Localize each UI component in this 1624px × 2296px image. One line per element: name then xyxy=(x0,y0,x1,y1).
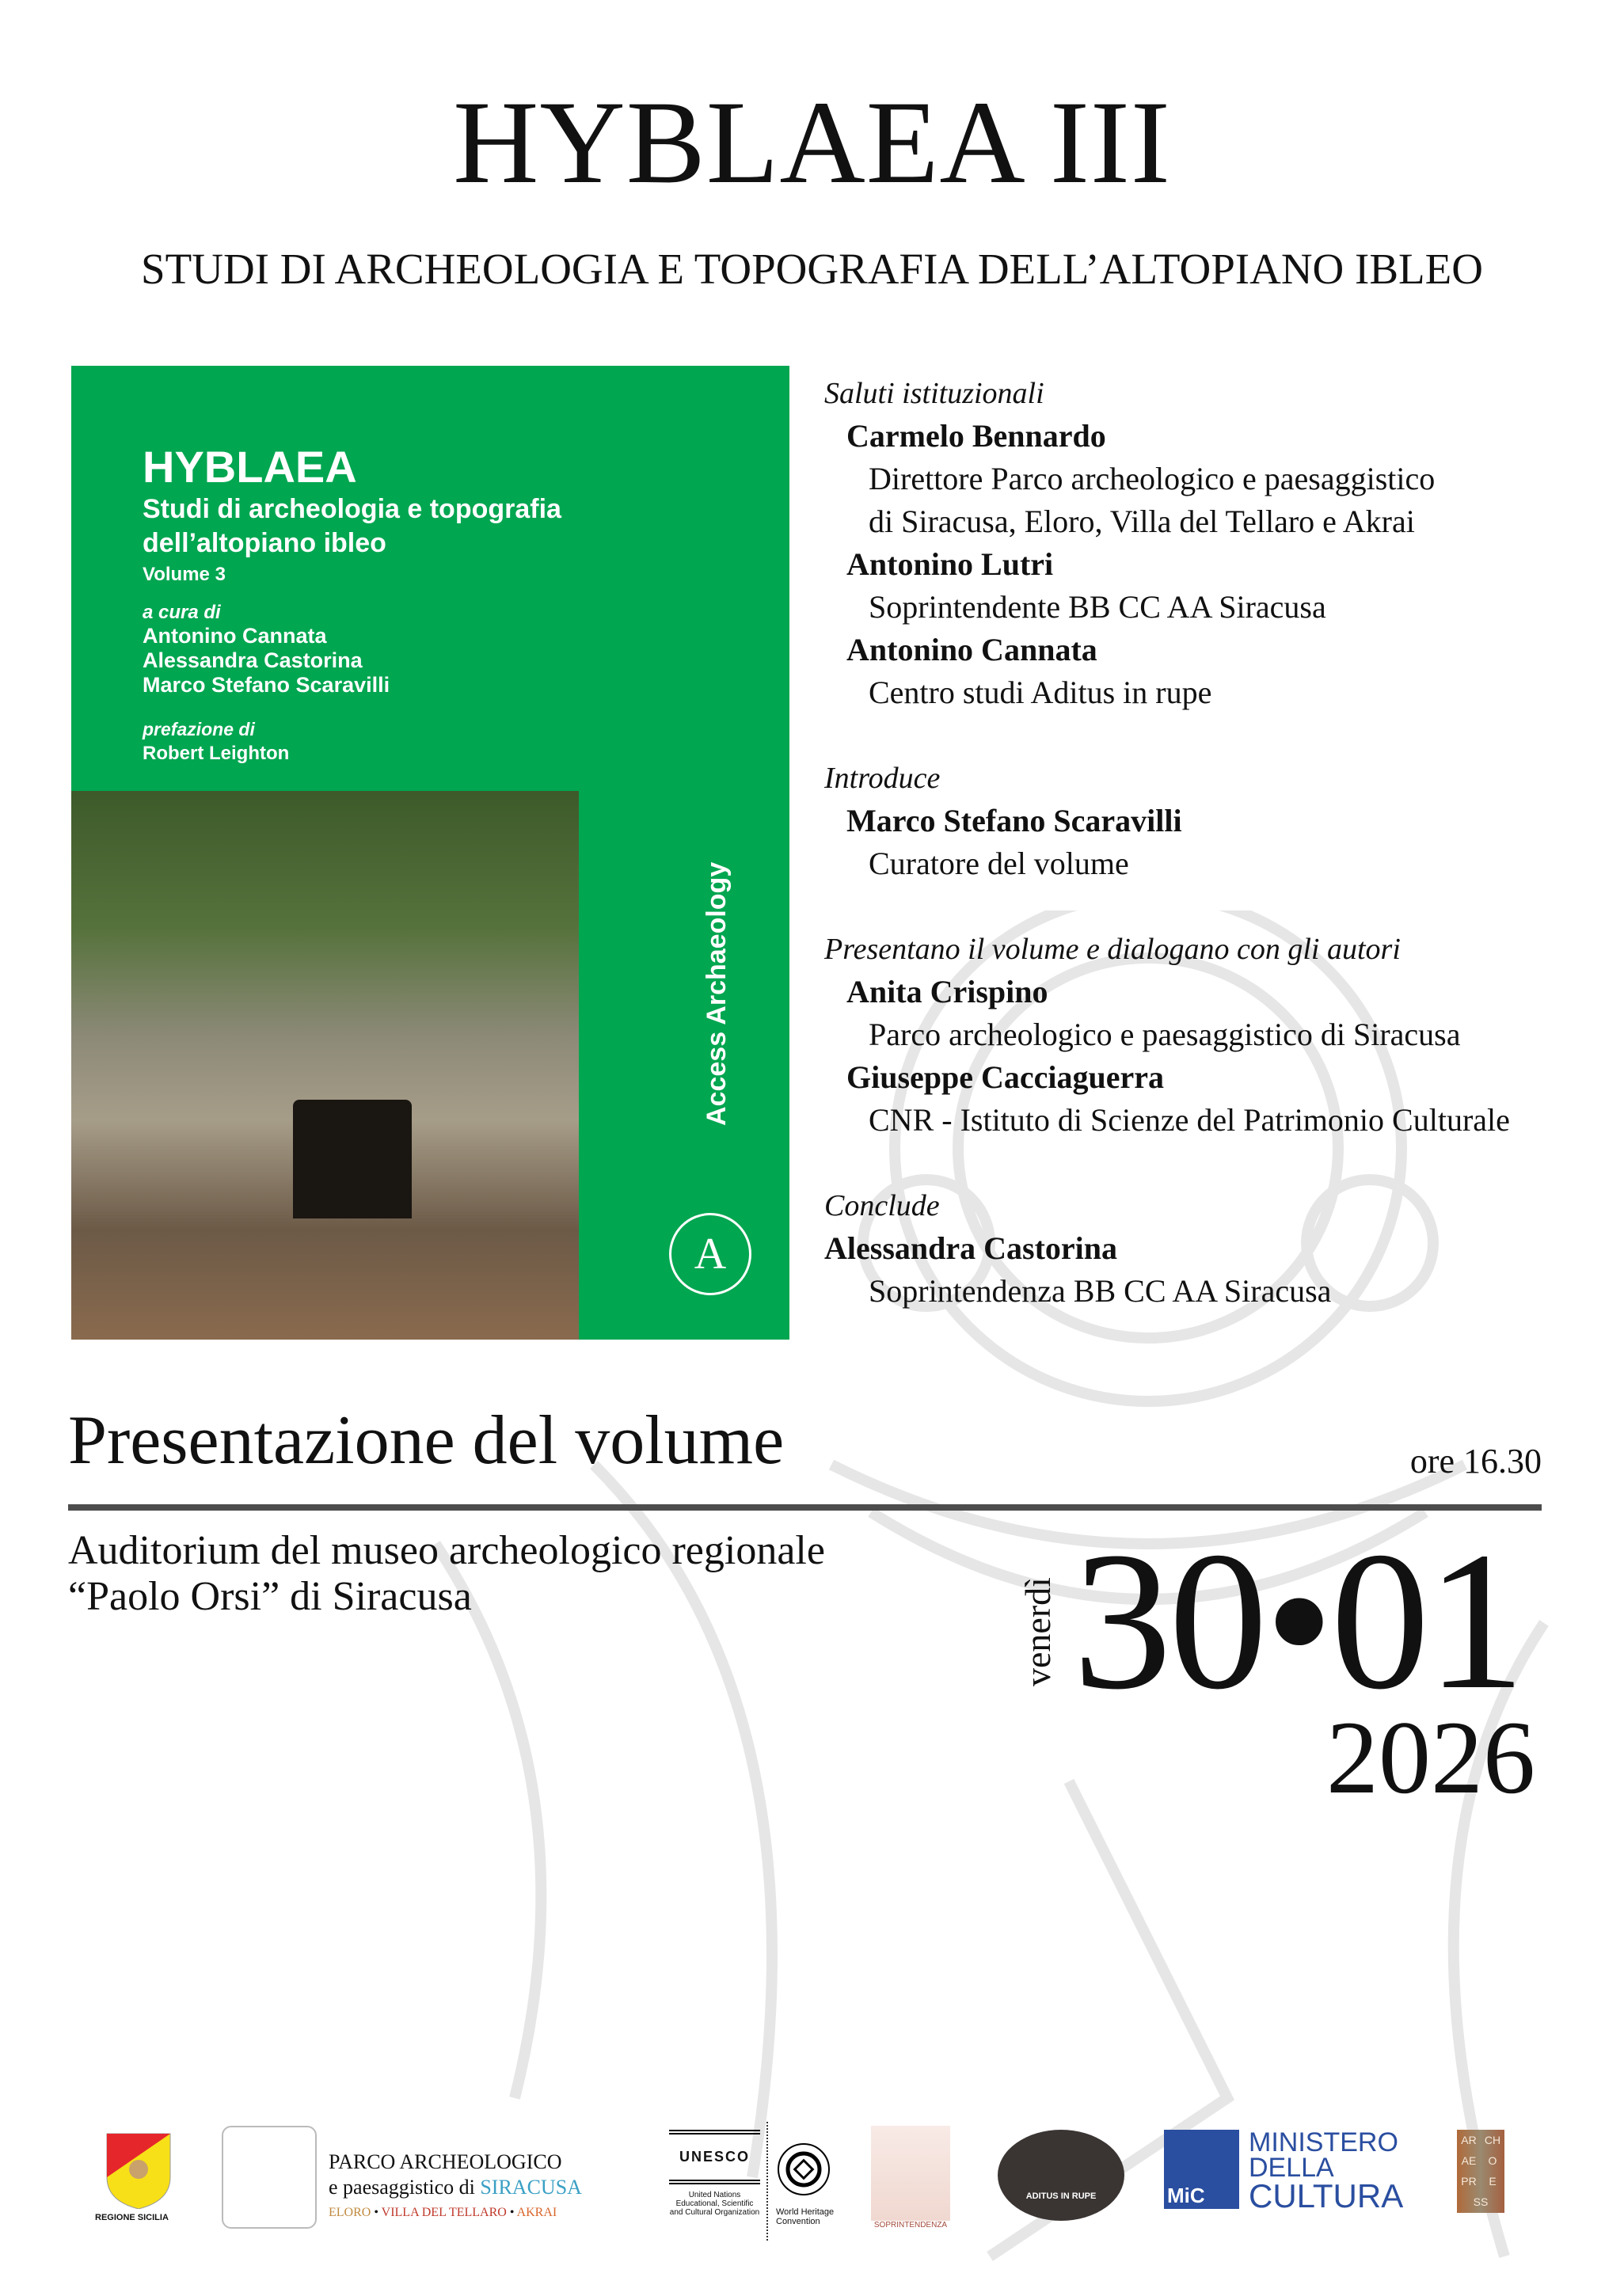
section-label: Conclude xyxy=(824,1189,940,1222)
parco-name: PARCO ARCHEOLOGICO xyxy=(329,2150,562,2173)
speaker-name: Giuseppe Cacciaguerra xyxy=(846,1059,1165,1095)
divider xyxy=(766,2122,768,2241)
unesco-text: United Nations Educational, Scientific and Cultural Organization xyxy=(669,2191,760,2217)
event-venue xyxy=(68,1528,825,1620)
cover-editor: Marco Stefano Scaravilli xyxy=(143,673,390,697)
ministero-line: CULTURA xyxy=(1249,2177,1404,2214)
cover-editor: Alessandra Castorina xyxy=(143,648,363,672)
ministero-text xyxy=(1249,2127,1404,2214)
regione-sicilia-logo xyxy=(95,2130,174,2222)
event-year: 2026 xyxy=(1326,1699,1535,1815)
partner-logos xyxy=(79,2106,1544,2248)
ministero-line: DELLA xyxy=(1249,2153,1334,2183)
cover-subtitle-line: dell’altopiano ibleo xyxy=(143,528,386,558)
book-cover xyxy=(71,366,789,1340)
parco-text: e paesaggistico di xyxy=(329,2176,481,2199)
parco-sites xyxy=(329,2200,582,2226)
event-heading: Presentazione del volume xyxy=(68,1402,785,1479)
site-eloro: ELORO xyxy=(329,2206,371,2219)
cover-editor: Antonino Cannata xyxy=(143,624,327,648)
section-label: Saluti istituzionali xyxy=(824,377,1044,410)
archaeopress-logo xyxy=(1457,2130,1504,2213)
aditus-in-rupe-logo: ADITUS IN RUPE xyxy=(998,2130,1124,2221)
page-title: HYBLAEA III xyxy=(453,77,1171,208)
separator: • xyxy=(371,2206,382,2219)
speaker-role: CNR - Istituto di Scienze del Patrimonio Culturale xyxy=(869,1102,1510,1138)
trinacria-shield-icon xyxy=(103,2130,174,2209)
speaker-name: Marco Stefano Scaravilli xyxy=(846,803,1182,838)
unesco-temple-icon: UNESCO xyxy=(669,2130,760,2184)
cover-edited-by: a cura di xyxy=(143,602,221,623)
parco-line-2 xyxy=(329,2175,582,2200)
archaeopress-tile: E xyxy=(1489,2175,1497,2188)
archaeopress-tile: AE xyxy=(1461,2154,1477,2167)
cover-editors xyxy=(143,624,390,698)
venue-line: “Paolo Orsi” di Siracusa xyxy=(68,1574,472,1619)
event-time: ore 16.30 xyxy=(1409,1442,1542,1481)
soprintendenza-logo xyxy=(871,2126,950,2245)
unesco-logo xyxy=(669,2130,760,2217)
speaker-role: Centro studi Aditus in rupe xyxy=(869,675,1212,710)
speaker-role: Curatore del volume xyxy=(869,846,1129,881)
speaker-role: di Siracusa, Eloro, Villa del Tellaro e Akrai xyxy=(869,504,1415,539)
ministero-line: MINISTERO xyxy=(1249,2127,1398,2157)
speaker-name: Antonino Lutri xyxy=(846,546,1054,582)
archaeopress-tile: PR xyxy=(1461,2175,1477,2188)
cover-preface-author: Robert Leighton xyxy=(143,743,290,764)
parco-city: SIRACUSA xyxy=(480,2176,582,2199)
cover-subtitle xyxy=(143,492,561,561)
page-subtitle: STUDI DI ARCHEOLOGIA E TOPOGRAFIA DELL’ALTOPIANO IBLEO xyxy=(141,245,1483,293)
parco-mask-icon xyxy=(222,2126,317,2229)
cover-series-name: Access Archaeology xyxy=(702,861,732,1126)
archaeopress-tile: O xyxy=(1488,2154,1497,2167)
world-heritage-emblem-icon xyxy=(776,2134,831,2205)
spacer xyxy=(824,885,1616,928)
speaker-name: Carmelo Bennardo xyxy=(846,418,1106,454)
cover-photo-rock-tomb xyxy=(71,791,579,1340)
site-tellaro: VILLA DEL TELLARO xyxy=(381,2206,507,2219)
spacer xyxy=(824,714,1616,757)
speaker-role: Parco archeologico e paesaggistico di Siracusa xyxy=(869,1017,1461,1052)
ministero-cultura-logo xyxy=(1164,2127,1404,2214)
parco-archeologico-logo xyxy=(329,2150,582,2226)
separator: • xyxy=(506,2206,517,2219)
section-label: Introduce xyxy=(824,762,941,795)
program-list xyxy=(824,372,1616,1313)
spacer xyxy=(824,1142,1616,1184)
section-label: Presentano il volume e dialogano con gli autori xyxy=(824,933,1401,966)
world-heritage-logo xyxy=(776,2134,839,2226)
soprintendenza-text: SOPRINTENDENZA xyxy=(873,2221,948,2229)
soprintendenza-figure-icon xyxy=(871,2126,950,2221)
speaker-role: Soprintendenza BB CC AA Siracusa xyxy=(869,1273,1332,1309)
whc-text: World Heritage Convention xyxy=(776,2207,835,2226)
speaker-role: Soprintendente BB CC AA Siracusa xyxy=(869,589,1326,625)
cover-preface-label: prefazione di xyxy=(143,719,255,739)
cave-opening xyxy=(293,1100,412,1218)
archaeopress-tile: CH xyxy=(1484,2134,1501,2146)
archaeopress-seal-icon: A xyxy=(669,1213,751,1295)
archaeopress-tile: AR xyxy=(1461,2134,1477,2146)
venue-line: Auditorium del museo archeologico regionale xyxy=(68,1528,825,1573)
event-weekday: venerdì xyxy=(1017,1577,1058,1686)
site-akrai: AKRAI xyxy=(516,2206,557,2219)
divider xyxy=(68,1504,1542,1511)
regione-label: REGIONE SICILIA xyxy=(95,2213,169,2222)
speaker-name: Alessandra Castorina xyxy=(824,1230,1118,1266)
cover-subtitle-line: Studi di archeologia e topografia xyxy=(143,494,561,524)
event-date: 30•01 xyxy=(1073,1511,1523,1731)
speaker-name: Antonino Cannata xyxy=(846,632,1097,667)
speaker-role: Direttore Parco archeologico e paesaggistico xyxy=(869,461,1436,496)
cover-title: HYBLAEA xyxy=(143,442,357,492)
speaker-name: Anita Crispino xyxy=(846,974,1048,1009)
mic-icon: MiC xyxy=(1164,2130,1239,2209)
cover-volume: Volume 3 xyxy=(143,564,226,585)
archaeopress-tile: SS xyxy=(1473,2195,1489,2208)
